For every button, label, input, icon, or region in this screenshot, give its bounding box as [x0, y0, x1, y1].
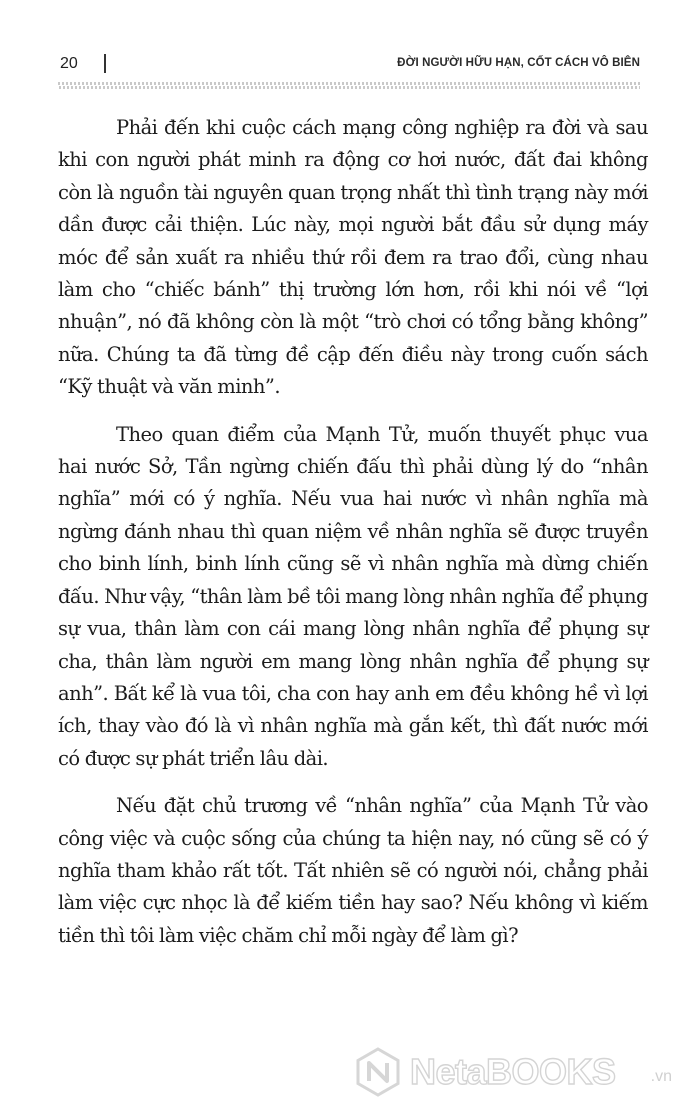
header-dotted-rule: [58, 82, 640, 89]
watermark-suffix: .vn: [650, 1068, 672, 1085]
paragraph-3: Nếu đặt chủ trương về “nhân nghĩa” của Mạnh Tử vào công việc và cuộc sống của chúng ta hiện nay, nó cũng sẽ có ý nghĩa tham khảo rất tốt. Tất nhiên sẽ có người nói, chẳng phải làm việc cực nhọc là để kiếm tiền hay sao? Nếu không vì kiếm tiền thì tôi làm việc chăm chỉ mỗi ngày để làm gì?: [58, 794, 648, 947]
watermark-brand: NetaBOOKS: [410, 1051, 616, 1092]
paragraph-1: Phải đến khi cuộc cách mạng công nghiệp ra đời và sau khi con người phát minh ra động cơ hơi nước, đất đai không còn là nguồn tài nguyên quan trọng nhất thì tình trạng này mới dần được cải thiện. Lúc này, mọi người bắt đầu sử dụng máy móc để sản xuất ra nhiều thứ rồi đem ra trao đổi, cùng nhau làm cho “chiếc bánh” thị trường lớn hơn, rồi khi nói về “lợi nhuận”, nó đã không còn là một “trò chơi có tổng bằng không” nữa. Chúng ta đã từng đề cập đến điều này trong cuốn sách “Kỹ thuật và văn minh”.: [58, 116, 648, 399]
running-title: ĐỜI NGƯỜI HỮU HẠN, CỐT CÁCH VÔ BIÊN: [397, 57, 640, 69]
page-header: [58, 50, 640, 80]
netabooks-watermark: [352, 1046, 672, 1098]
paragraph-2: Theo quan điểm của Mạnh Tử, muốn thuyết phục vua hai nước Sở, Tần ngừng chiến đấu thì phải dùng lý do “nhân nghĩa” mới có ý nghĩa. Nếu vua hai nước vì nhân nghĩa mà ngừng đánh nhau thì quan niệm về nhân nghĩa sẽ được truyền cho binh lính, binh lính cũng sẽ vì nhân nghĩa mà dừng chiến đấu. Như vậy, “thân làm bề tôi mang lòng nhân nghĩa để phụng sự vua, thân làm con cái mang lòng nhân nghĩa để phụng sự cha, thân làm người em mang lòng nhân nghĩa để phụng sự anh”. Bất kể là vua tôi, cha con hay anh em đều không hề vì lợi ích, thay vào đó là vì nhân nghĩa mà gắn kết, thì đất nước mới có được sự phát triển lâu dài.: [58, 422, 648, 770]
header-separator: [104, 54, 106, 73]
netabooks-logo-icon: [352, 1046, 404, 1098]
page-number: 20: [60, 55, 78, 72]
body-text: [58, 112, 648, 952]
